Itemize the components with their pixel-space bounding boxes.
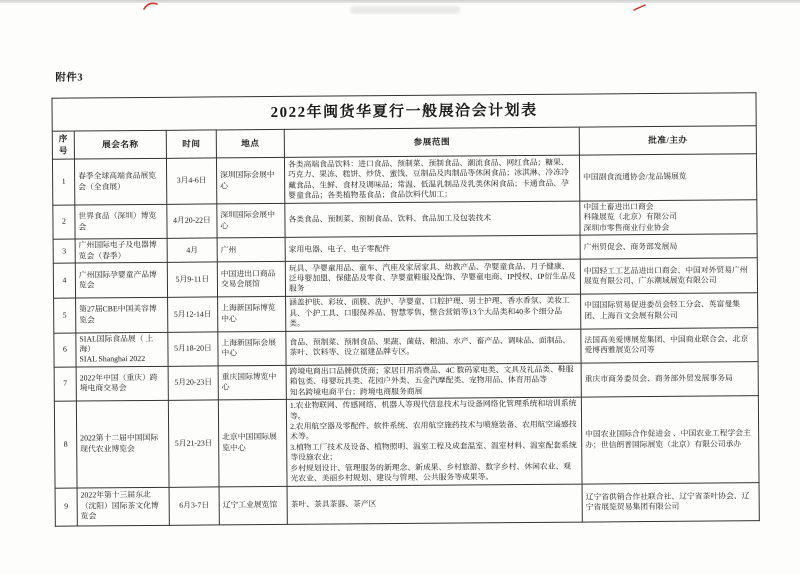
cell-location: 辽宁工业展览馆 [219, 486, 287, 525]
cell-organizer: 中国农业国际合作促进会 、中国农业工程学会主办；世信朗普国际展览（北京）有限公司承办 [581, 396, 759, 484]
table-row [53, 258, 757, 299]
cell-name: 2022年第十三届东北（沈阳）国际茶文化博览会 [77, 487, 169, 526]
cell-time: 5月12-14日 [168, 297, 218, 332]
header-time: 时间 [166, 130, 216, 158]
cell-location: 重庆国际博览中心 [218, 365, 286, 400]
page-title: 2022年闽货华夏行一般展洽会计划表 [52, 93, 756, 132]
header-organizer: 批准/主办 [579, 126, 756, 155]
cell-no: 3 [53, 239, 75, 263]
cell-organizer: 法国高美爱博展览集团、中国商业联合会、北京爱博西雅展览公司等 [581, 327, 758, 363]
cell-name: 2022年中国（重庆）跨境电商交易会 [76, 366, 168, 401]
cell-location: 上海新国际会展中心 [218, 331, 286, 366]
table-row [54, 396, 759, 488]
cell-time: 5月18-20日 [168, 331, 218, 366]
cell-time: 4月 [167, 238, 217, 262]
cell-time: 3月4-6日 [166, 158, 216, 204]
cell-organizer: 广州贸促会、商务部发展局 [580, 234, 757, 259]
cell-scope: 茶叶、茶具茶器、茶产区 [287, 484, 582, 524]
cell-organizer: 中国土畜进出口商会 科隆展览（北京）有限公司 深圳市零售商业行业协会 [580, 200, 757, 236]
header-no: 序号 [52, 131, 74, 159]
cell-name: 广州国际孕婴童产品博览会 [75, 263, 167, 299]
attachment-label: 附件3 [55, 72, 84, 84]
cell-name: 春季全球高端食品展览会（全食展） [74, 158, 166, 205]
header-scope: 参展范围 [284, 127, 579, 157]
cell-location: 上海新国际博览中心 [218, 297, 286, 332]
cell-organizer: 中国副食流通协会/龙品锡展览 [579, 154, 756, 201]
cell-time: 5月20-23日 [168, 366, 218, 401]
cell-location: 广州 [217, 238, 285, 262]
table-row [52, 154, 756, 206]
cell-no: 4 [53, 263, 75, 298]
cell-time: 5月9-11日 [167, 262, 217, 297]
cell-scope: 涵盖护肤、彩妆、面膜、洗护、孕婴童、口腔护理、男士护理、香水香氛、美妆工具、个护工具、口服保养品、智慧零售、整合营销等13个大品类和40多个细分品类。 [286, 294, 581, 331]
cell-scope: 各类食品、预制菜、预制食品、饮料、食品加工及包装技术 [285, 201, 580, 238]
cell-no: 8 [54, 401, 77, 488]
cell-location: 北京中国国际展览中心 [218, 400, 287, 487]
table-row [54, 362, 758, 402]
cell-no: 6 [54, 333, 76, 367]
header-location: 地点 [216, 129, 284, 158]
cell-time: 5月21-23日 [168, 400, 219, 487]
cell-no: 9 [55, 488, 77, 526]
cell-location: 深圳国际会展中心 [217, 203, 285, 238]
cell-scope: 家用电器、电子、电子零配件 [285, 235, 580, 261]
table-row [53, 200, 757, 240]
table-row [54, 327, 758, 367]
table-row [55, 482, 759, 526]
cell-no: 5 [54, 298, 76, 332]
cell-time: 4月20-22日 [167, 204, 217, 239]
cell-name: 2022第十二届中国国际现代农业博览会 [76, 400, 169, 487]
cell-name: 第27届CBE中国美容博览会 [76, 298, 168, 333]
cell-scope: 跨境电商出口品牌供货商；家居日用消费品、4C 数码家电类、文具及礼品类、鞋服箱包类、母婴玩具类、花园户外类、五金汽摩配类、宠物用品、体育用品等 知名跨境电商平台；跨境电商服务商展 [286, 363, 581, 400]
cell-scope: 食品、预制菜、预制食品、果蔬、菌菇、粮油、水产、畜产品、调味品、面制品、茶叶、饮料等、设立福建品牌专区。 [286, 329, 581, 366]
header-name: 展会名称 [74, 130, 166, 159]
cell-organizer: 重庆市商务委员会、商务部外贸发展事务局 [581, 362, 758, 398]
cell-no: 7 [54, 367, 76, 401]
cell-scope: 玩具、孕婴童用品、童车、汽座及家居家具、幼教产品、孕婴童食品、月子健康、泛母婴加盟、保健品及零食、孕婴童鞋服及配饰、孕婴童电商、IP授权、IP衍生品及服务 [285, 259, 580, 296]
cell-name: 世界食品（深圳）博览会 [75, 204, 167, 239]
cell-name: SIAL国际食品展（ 上海） SIAL Shanghai 2022 [76, 332, 168, 367]
cell-scope: 1.农业物联网、传感网络、机器人等现代信息技术与设备网络化管理系统和培训系统等。 2.农用航空器及零配件、软件系统、农用航空施药技术与喷施装备、农用航空遥感技术等。 3.植物工厂技术及设备、植物照明、温室工程及成套温室、温室材料、温室配套系统等设施农业； 乡村规划设计、管理服务的新理念、新成果、乡村旅游、数字乡村、休闲农业、观光农业、美丽乡村规划、建设与管理、公共服务等成果等。 [286, 397, 582, 486]
cell-no: 1 [52, 159, 74, 205]
exhibition-plan-table [51, 92, 759, 526]
cell-organizer: 中国轻工工艺品进出口商会、中国对外贸易广州展览有限公司、广东潮域展览有限公司 [580, 258, 757, 294]
cell-name: 广州国际电子及电器博览会（春季） [75, 239, 167, 264]
cell-time: 6月3-7日 [169, 487, 219, 525]
cell-location: 深圳国际会展中心 [216, 157, 284, 204]
table-title-row [52, 93, 756, 132]
cell-no: 2 [53, 205, 75, 239]
cell-scope: 各类高端食品饮料：进口食品、预制菜、预制食品、潮流食品、网红食品；糖果、巧克力、果冻、糕饼、炒货、蜜饯、豆制品及肉制品等休闲食品；冰淇淋、冷冻冷藏食品、生鲜、食材及调味品；常温、低温乳制品及乳类休闲食品；卡通食品、孕婴童食品；各类植物基食品；食品饮料代加工； [284, 155, 579, 203]
cell-organizer: 中国国际贸易促进委员会轻工分会、英富曼集团、上海百文会展有限公司 [581, 293, 758, 329]
cell-location: 中国进出口商品交易会展馆 [217, 262, 285, 298]
table-row [54, 293, 758, 333]
cell-organizer: 辽宁省供销合作社联合社、辽宁省茶叶协会、辽宁省展览贸易集团有限公司 [582, 482, 759, 521]
